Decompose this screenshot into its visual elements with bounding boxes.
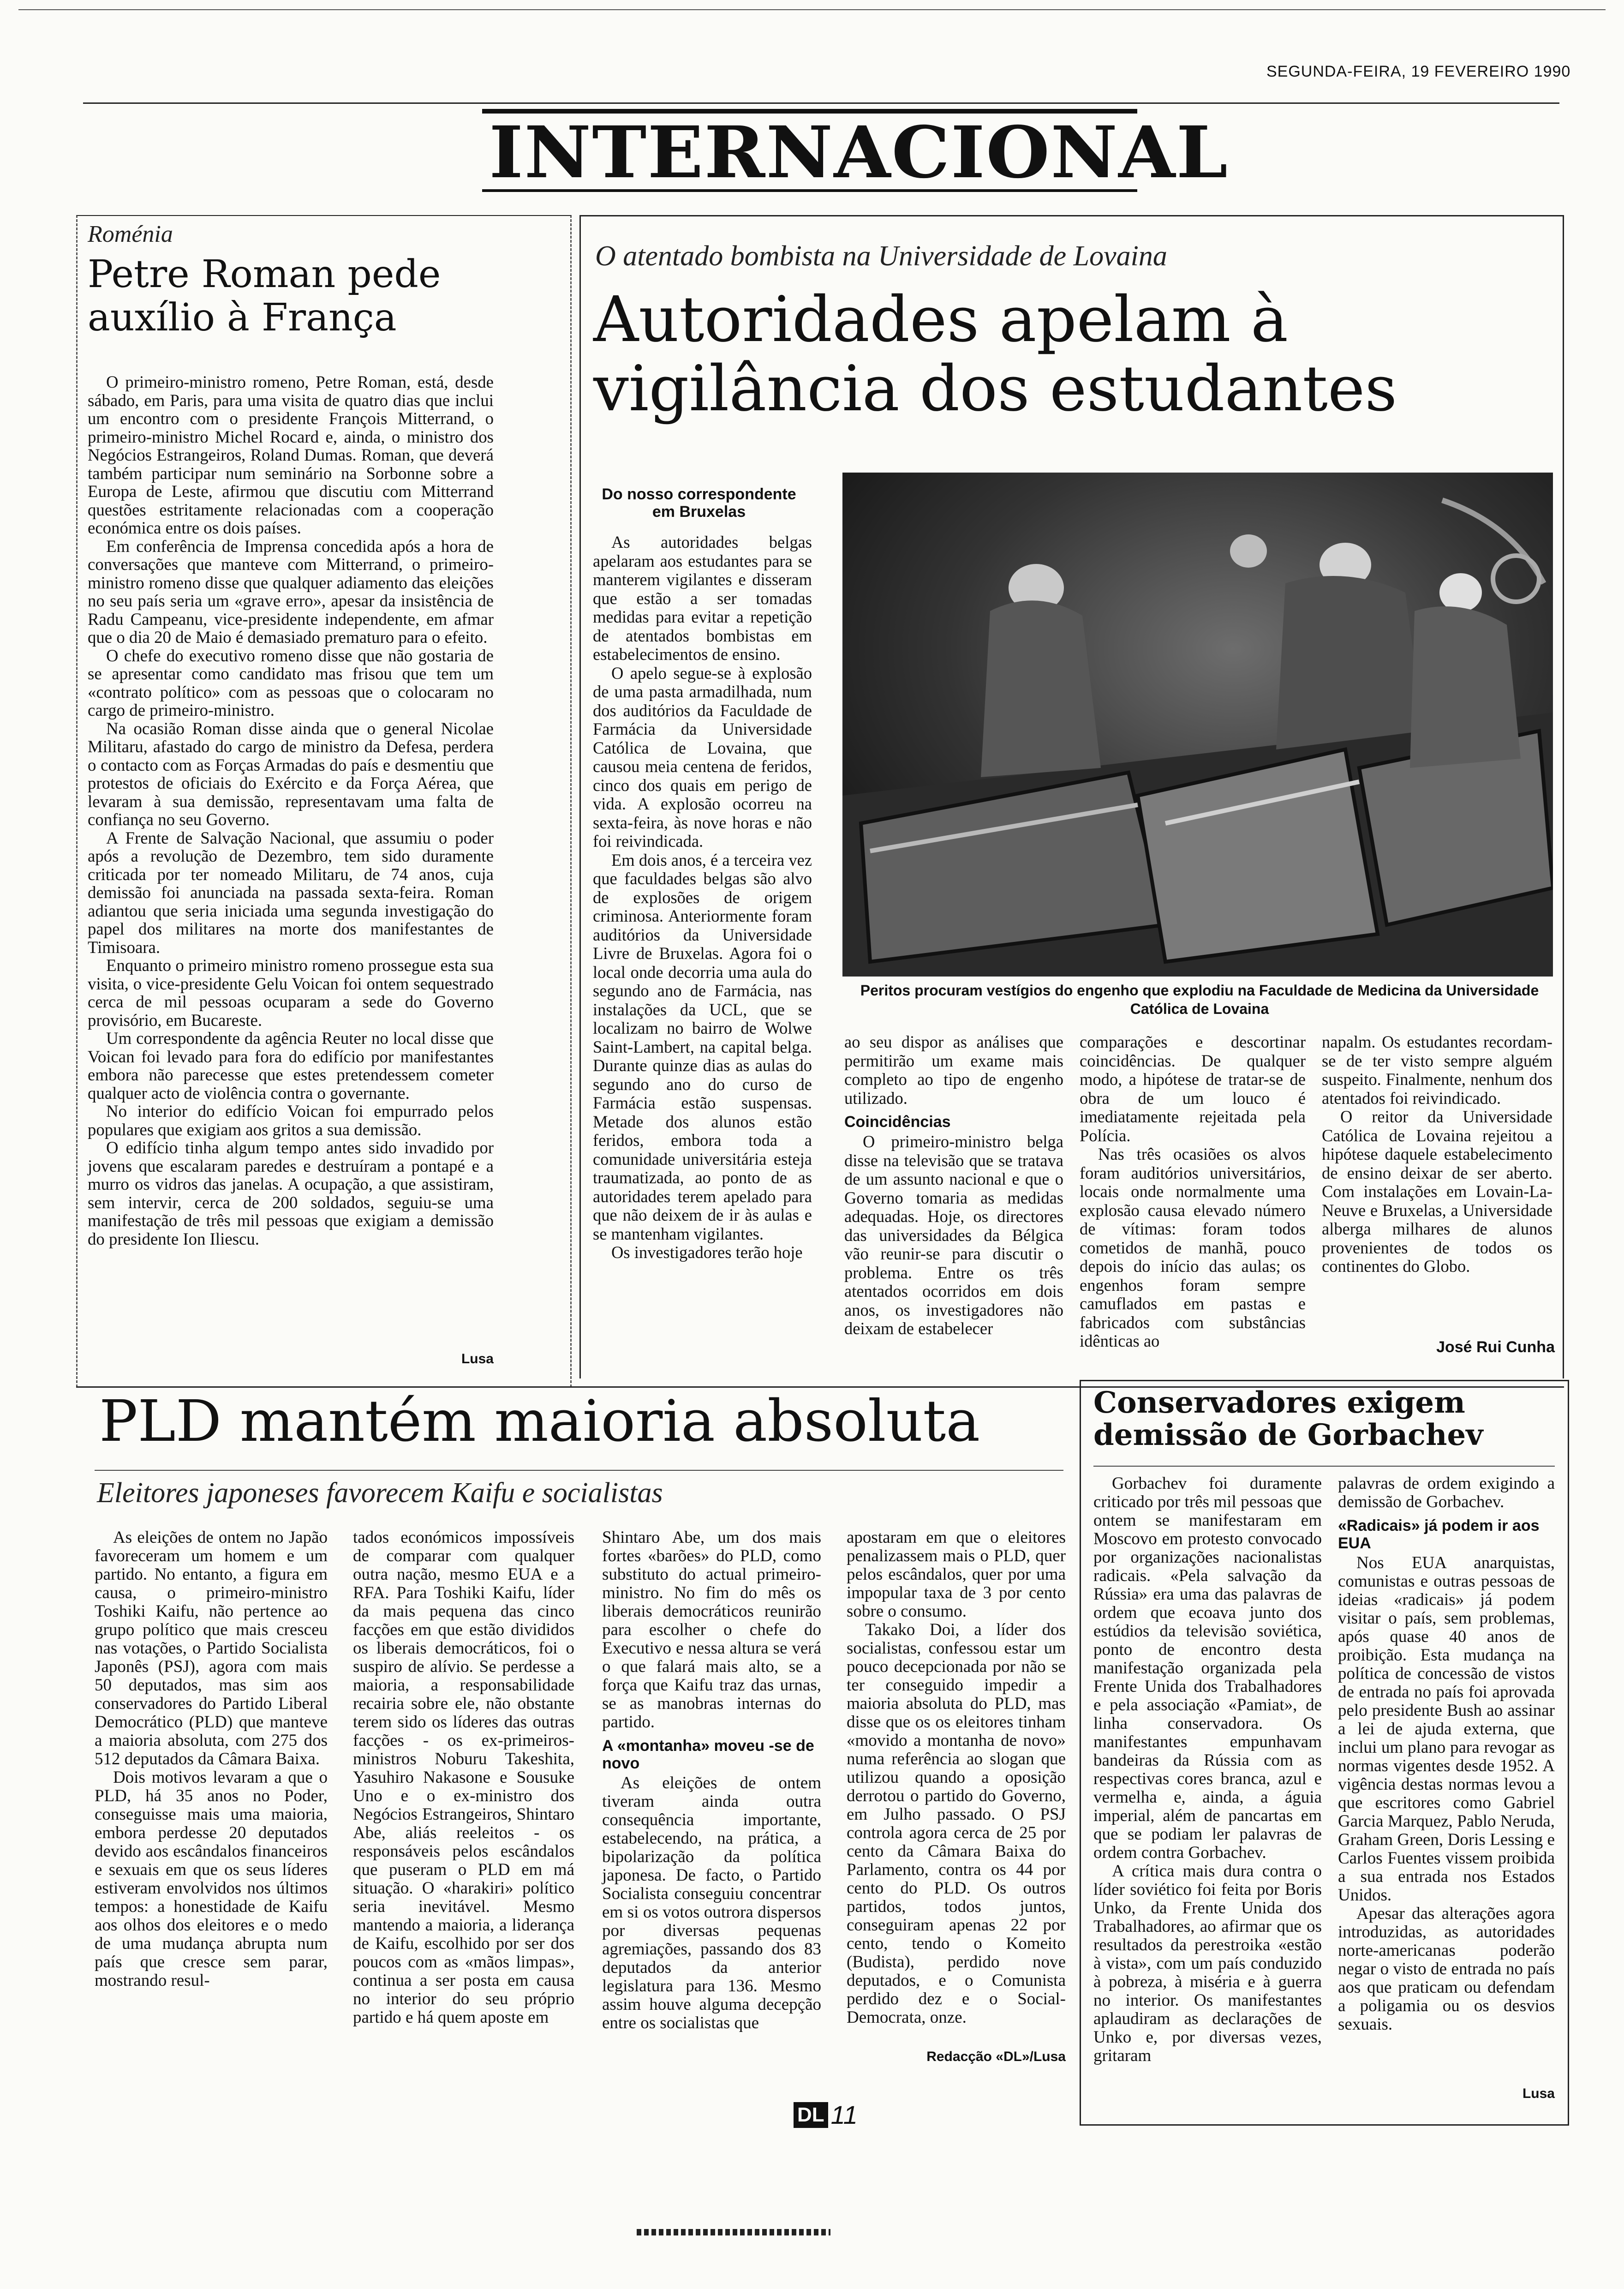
pld-headline: PLD mantém maioria absoluta xyxy=(99,1388,980,1455)
column-lead: napalm. Os estudantes recordam-se de ter visto sempre alguém suspeito. Finalmente, nenhum dos atentados foi reivindicado. xyxy=(1322,1032,1552,1108)
bottom-scan-mark xyxy=(637,2229,830,2235)
subheading: A «montanha» moveu -se de novo xyxy=(602,1737,814,1772)
pld-rule xyxy=(95,1470,1063,1471)
section-rule-bottom xyxy=(482,189,1137,192)
paragraph: O reitor da Universidade Católica de Lovaina rejeitou a hipótese daquele estabelecimento de ensino deixar de ser aberto. Com instalações em Lovain-La-Neuve e Bruxelas, a Universidade alberga milhares de alunos provenientes de todos os continentes do Globo. xyxy=(1322,1107,1552,1276)
photo-illustration xyxy=(842,473,1553,977)
lovaina-col4 xyxy=(1322,1033,1552,1276)
column-lead: ao seu dispor as análises que permitirão um exame mais completo ao tipo de engenho utilizado. xyxy=(844,1032,1063,1108)
paragraph: Um correspondente da agência Reuter no local disse que Voican foi levado para fora do edifício por manifestantes embora não parecesse que estes pretendessem cometer qualquer acto de violência contra o governante. xyxy=(88,1029,494,1103)
lovaina-byline: Do nosso correspondente em Bruxelas xyxy=(602,485,796,521)
paragraph: Os investigadores terão hoje xyxy=(611,1243,803,1262)
paragraph: O primeiro-ministro romeno, Petre Roman, está, desde sábado, em Paris, para uma visita de quatro dias que inclui um encontro com o presidente François Mitterrand, o primeiro-ministro Michel Rocard e, ainda, o ministro dos Negócios Estrangeiros, Roland Dumas. Roman, que deverá também participar num seminário na Sorbonne sobre a Europa de Leste, afirmou que discutiu com Mitterrand questões estritamente relacionadas com a cooperação económica entre os dois países. xyxy=(88,372,494,537)
romania-headline: Petre Roman pede auxílio à França xyxy=(88,252,441,340)
pld-col2 xyxy=(353,1528,574,2027)
romania-kicker: Roménia xyxy=(88,221,173,247)
column-lead: tados económicos impossíveis de comparar com qualquer outra nação, mesmo EUA e a RFA. Para Toshiki Kaifu, líder da mais pequena das cinco facções em que estão divididos os liberais democráticos, foi o suspiro de alívio. Se perdesse a maioria, a responsabilidade recairia sobre ele, não obstante terem sido os líderes das outras facções - os ex-primeiros-ministros Noburu Takeshita, Yasuhiro Nakasone e Sousuke Uno e o ex-ministro dos Negócios Estrangeiros, Shintaro Abe, aliás reeleitos - os responsáveis pelos escândalos que puseram o PLD em má situação. O «harakiri» político seria inevitável. Mesmo mantendo a maioria, a liderança de Kaifu, escolhido por ser dos poucos com as «mãos limpas», continua a ser posta em causa no interior do seu próprio partido e há quem aposte em xyxy=(353,1528,574,2027)
paragraph: Dois motivos levaram a que o PLD, há 35 anos no Poder, conseguisse mais uma maioria, embora perdesse 20 deputados devido aos escândalos financeiros e sexuais em que os seus líderes estiveram envolvidos nos últimos tempos: a honestidade de Kaifu aos olhos dos eleitores e o medo de uma mudança abrupta num país que cresce sem parar, mostrando resul- xyxy=(95,1768,328,1990)
date-line: SEGUNDA-FEIRA, 19 FEVEREIRO 1990 xyxy=(1266,63,1571,80)
lovaina-kicker: O atentado bombista na Universidade de Lovaina xyxy=(595,240,1167,272)
header-rule xyxy=(83,102,1559,104)
paragraph: O edifício tinha algum tempo antes sido invadido por jovens que escalaram paredes e destruíram a pontapé e a murro os vidros das janelas. A ocupação, a que assistiram, sem intervir, cerca de 200 soldados, seguiu-se uma manifestação de três mil pessoas que exigiam a demissão do presidente Ion Iliescu. xyxy=(88,1138,494,1248)
gorbachev-signature: Lusa xyxy=(1522,2086,1555,2101)
paragraph: No interior do edifício Voican foi empurrado pelos populares que exigiam aos gritos a sua demissão. xyxy=(88,1102,494,1139)
news-photo xyxy=(842,473,1553,977)
romania-signature: Lusa xyxy=(461,1351,494,1366)
paragraph: Takako Doi, a líder dos socialistas, confessou estar um pouco decepcionada por não se ter conseguido impedir a maioria absoluta do PLD, mas disse que os os eleitores tinham «movido a montanha de novo» numa referência ao slogan que utilizou quando a oposição derrotou o partido do Governo, em Julho passado. O PSJ controla agora cerca de 25 por cento da Câmara Baixa do Parlamento, contra os 44 por cento do PLD. Os outros partidos, todos juntos, conseguiram apenas 22 por cento, tendo o Komeito (Budista), perdido nove deputados, e o Comunista perdido dez e o Social-Democrata, onze. xyxy=(847,1620,1066,2027)
lovaina-signature: José Rui Cunha xyxy=(1436,1338,1555,1356)
dl-logo: DL xyxy=(794,2102,828,2128)
paragraph: As eleições de ontem no Japão favoreceram um homem e um partido. No entanto, a figura em causa, o primeiro-ministro Toshiki Kaifu, não pertence ao grupo político que mais cresceu nas votações, o Partido Socialista Japonês (PSJ), agora com mais 50 deputados, mas sim aos conservadores do Partido Liberal Democrático (PLD) que manteve a maioria absoluta, com 275 dos 512 deputados da Câmara Baixa. xyxy=(95,1528,328,1768)
pld-kicker: Eleitores japoneses favorecem Kaifu e socialistas xyxy=(97,1477,663,1509)
lovaina-col3 xyxy=(1080,1033,1306,1351)
gorbachev-headline: Conservadores exigem demissão de Gorbachev xyxy=(1093,1385,1483,1452)
paragraph: O primeiro-ministro belga disse na televisão que se tratava de um assunto nacional e que o Governo tomaria as medidas adequadas. Hoje, os directores das universidades da Bélgica vão reunir-se para discutir o problema. Entre os três atentados ocorridos em dois anos, os investigadores não deixam de estabelecer xyxy=(844,1132,1063,1338)
paragraph: A Frente de Salvação Nacional, que assumiu o poder após a revolução de Dezembro, tem sido duramente criticada por ter nomeado Militaru, de 74 anos, cuja demissão foi anunciada na passada sexta-feira. Roman adiantou que seria iniciada uma segunda investigação do papel dos militares na morte dos manifestantes de Timisoara. xyxy=(88,828,494,957)
gorbachev-rule xyxy=(1093,1466,1555,1467)
paragraph: Nas três ocasiões os alvos foram auditórios universitários, locais onde normalmente uma explosão causa elevado número de vítimas: foram todos cometidos de manhã, pouco depois do início das aulas; os engenhos foram sempre camuflados em pastas e fabricados com substâncias idênticas ao xyxy=(1080,1144,1306,1350)
paragraph: A crítica mais dura contra o líder soviético foi feita por Boris Unko, da Frente Unida dos Trabalhadores, ao afirmar que os resultados da perestroika «estão à vista», com um país conduzido à pobreza, à miséria e à guerra no interior. Os manifestantes aplaudiram as declarações de Unko e, por diversas vezes, gritaram xyxy=(1093,1862,1322,2065)
section-title: INTERNACIONAL xyxy=(489,111,1229,194)
paragraph: As eleições de ontem tiveram ainda outra consequência importante, estabelecendo, na prática, a bipolarização da política japonesa. De facto, o Partido Socialista conseguiu concentrar em si os votos outrora dispersos por diversas pequenas agremiações, passando dos 83 deputados da anterior legislatura para 136. Mesmo assim houve alguma decepção entre os socialistas que xyxy=(602,1774,821,2032)
pld-col3 xyxy=(602,1528,821,2032)
romania-body xyxy=(88,373,494,1248)
lovaina-col1 xyxy=(593,533,812,1262)
pld-col4 xyxy=(847,1528,1066,2027)
paragraph: Enquanto o primeiro ministro romeno prossegue esta sua visita, o vice-presidente Gelu Voican foi ontem sequestrado cerca de mil pessoas ocuparam a sede do Governo provisório, em Bucareste. xyxy=(88,956,494,1030)
column-lead: palavras de ordem exigindo a demissão de Gorbachev. xyxy=(1338,1474,1555,1511)
gorbachev-col2 xyxy=(1338,1474,1555,2034)
top-rule xyxy=(18,9,1606,10)
paragraph: Apesar das alterações agora introduzidas, as autoridades norte-americanas poderão negar o visto de entrada no país aos que praticam ou defendam a poligamia ou os desvios sexuais. xyxy=(1338,1904,1555,2034)
pld-col1 xyxy=(95,1528,328,1990)
lovaina-col2 xyxy=(844,1033,1063,1338)
subheading: «Radicais» já podem ir aos EUA xyxy=(1338,1517,1540,1552)
gorbachev-col1 xyxy=(1093,1474,1322,2065)
folio xyxy=(794,2100,858,2130)
photo-caption: Peritos procuram vestígios do engenho que explodiu na Faculdade de Medicina da Universidade Católica de Lovaina xyxy=(860,982,1539,1017)
paragraph: O apelo segue-se à explosão de uma pasta armadilhada, num dos auditórios da Faculdade de Farmácia da Universidade Católica de Lovaina, que causou meia centena de feridos, cinco dos quais em perigo de vida. A explosão ocorreu na sexta-feira, às nove horas e não foi reivindicada. xyxy=(593,663,812,851)
column-lead: apostaram em que o eleitores penalizassem mais o PLD, quer pelos escândalos, quer por uma impopular taxa de 3 por cento sobre o consumo. xyxy=(847,1528,1066,1621)
column-lead: Shintaro Abe, um dos mais fortes «barões» do PLD, como substituto do actual primeiro-ministro. No fim do mês os liberais democráticos reunirão para escolher o chefe do Executivo e nessa altura se verá o que falará mais alto, se a força que Kaifu traz das urnas, se as manobras internas do partido. xyxy=(602,1528,821,1732)
paragraph: Gorbachev foi duramente criticado por três mil pessoas que ontem se manifestaram em Moscovo em protesto convocado por organizações nacionalistas radicais. «Pela salvação da Rússia» era uma das palavras de ordem que ecoava junto dos estúdios da televisão soviética, ponto de encontro desta manifestação organizada pela Frente Unida dos Trabalhadores e pela associação «Pamiat», de linha conservadora. Os manifestantes empunhavam bandeiras da Rússia com as respectivas cores branca, azul e vermelha e, ainda, a águia imperial, além de pancartas em que se podiam ler palavras de ordem contra Gorbachev. xyxy=(1093,1474,1322,1862)
paragraph: As autoridades belgas apelaram aos estudantes para se manterem vigilantes e disseram que estão a ser tomadas medidas para evitar a repetição de atentados bombistas em estabelecimentos de ensino. xyxy=(593,533,812,664)
paragraph: Em conferência de Imprensa concedida após a hora de conversações que manteve com Mitterrand, o primeiro-ministro romeno disse que qualquer adiamento das eleições no seu país seria um «grave erro», apesar da insistência de Radu Campeanu, vice-presidente independente, em afmar que o dia 20 de Maio é demasiado prematuro para o efeito. xyxy=(88,536,494,647)
paragraph: O chefe do executivo romeno disse que não gostaria de se apresentar como candidato mas frisou que tem um «contrato político» com as pessoas que o colocaram no cargo de primeiro-ministro. xyxy=(88,646,494,719)
column-lead: comparações e descortinar coincidências. De qualquer modo, a hipótese de tratar-se de obra de um louco é imediatamente rejeitada pela Polícia. xyxy=(1080,1032,1306,1145)
subheading: Coincidências xyxy=(844,1113,951,1131)
page-number: 11 xyxy=(830,2100,858,2129)
lovaina-headline: Autoridades apelam à vigilância dos estudantes xyxy=(593,283,1397,425)
paragraph: Em dois anos, é a terceira vez que faculdades belgas são alvo de explosões de origem criminosa. Anteriormente foram auditórios da Universidade Livre de Bruxelas. Agora foi o local onde decorria uma aula do segundo ano de Farmácia, nas instalações da UCL, que se localizam no bairro de Wolwe Saint-Lambert, na capital belga. Durante quinze dias as aulas do segundo ano do curso de Farmácia estão suspensas. Metade dos alunos estão feridos, embora toda a comunidade universitária esteja traumatizada, ao ponto de as autoridades terem apelado para que não deixem de ir às aulas e se mantenham vigilantes. xyxy=(593,850,812,1243)
pld-signature: Redacção «DL»/Lusa xyxy=(926,2049,1066,2064)
paragraph: Na ocasião Roman disse ainda que o general Nicolae Militaru, afastado do cargo de ministro da Defesa, perdera o contacto com as Forças Armadas do país e desmentiu que protestos de oficiais do Exército e da Força Aérea, que levaram à sua demissão, representavam uma falta de confiança no seu Governo. xyxy=(88,719,494,829)
paragraph: Nos EUA anarquistas, comunistas e outras pessoas de ideias «radicais» já podem visitar o país, sem problemas, após quase 40 anos de proibição. Esta mudança na política de concessão de vistos de entrada no país foi aprovada pelo presidente Bush ao assinar a lei de ajuda externa, que inclui um plano para revogar as normas vigentes desde 1952. A vigência destas normas levou a que escritores como Gabriel Garcia Marquez, Pablo Neruda, Graham Green, Doris Lessing e Carlos Fuentes vissem proibida a sua entrada nos Estados Unidos. xyxy=(1338,1553,1555,1905)
